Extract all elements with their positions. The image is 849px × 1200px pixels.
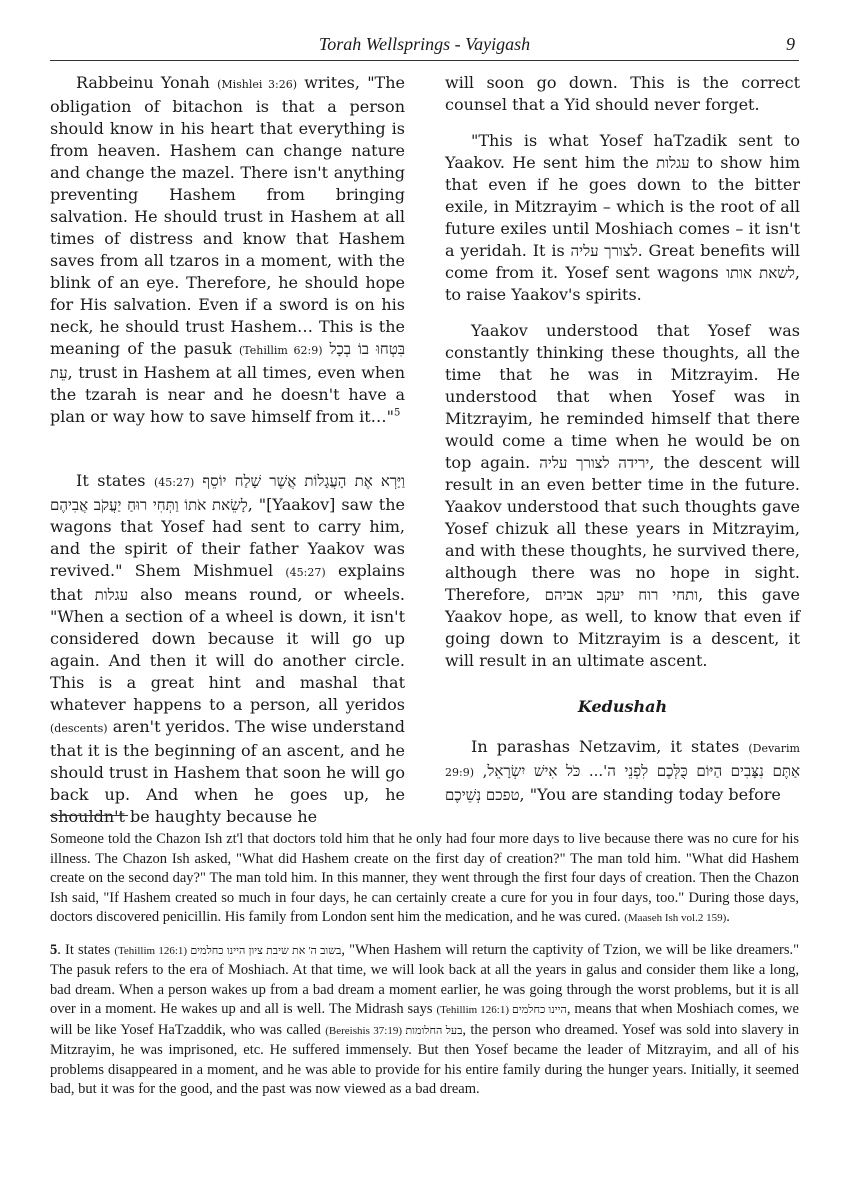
source-citation: (Mishlei 3:26) [217,78,298,91]
hebrew-text: וַיַּרְא אֶת הָעֲגָלוֹת אֲשֶׁר שָׁלַח יוֹסֵף לָשֵׂאת אֹתוֹ וַתְּחִי רוּחַ יַעֲקֹב אֲבִיהֶם [50,472,405,514]
source-citation: (Bereishis 37:19) [325,1024,403,1037]
right-column [445,72,800,806]
paragraph: Rabbeinu Yonah (Mishlei 3:26) writes, "The obligation of bitachon is that a person should know in his heart that everything is from heaven. Hashem can change nature and change the mazel. There isn't anything preventing Hashem from bringing salvation. He should trust in Hashem at all times of distress and know that Hashem saves from all tzaros in a moment, with the blink of an eye. Therefore, he should hope for His salvation. Even if a sword is on his neck, he should trust Hashem… This is the meaning of the pasuk (Tehillim 62:9) בִּטְחוּ בוֹ בְכָל עֵת, trust in Hashem at all times, even when the tzarah is near and he doesn't have a plan or way how to save himself from it…"$^5$ [50,73,405,426]
hebrew-text: עגלות [94,586,129,604]
hebrew-text: לשאת אותו [726,264,795,282]
page-number: 9 [786,34,795,54]
footnote: Someone told the Chazon Ish zt'l that doctors told him that he only had four more days to live because there was no cure for his illness. The Chazon Ish asked, "What did Hashem create on the first day of creation?" The man told him. "What did Hashem create on the second day?" The man told him. In this manner, they went through the first four days of creation. Then the Chazon Ish said, "If Hashem created so much in four days, he can certainly create a cure for you in four days, too." During those days, doctors discovered penicillin. His family from London sent him the medication, and he was cured. (Maaseh Ish vol.2 159). [50,831,799,925]
hebrew-text: ותחי רוח יעקב אביהם [544,586,699,604]
footnotes [50,830,799,1100]
source-citation: (45:27) [153,476,195,489]
paragraph: will soon go down. This is the correct counsel that a Yid should never forget. [445,73,800,114]
paragraph: "This is what Yosef haTzadik sent to Yaakov. He sent him the עגלות to show him that even if he goes down to the bitter exile, in Mitzrayim – which is the root of all future exiles until Moshiach comes – it isn't a yeridah. It is לצורך עליה. Great benefits will come from it. Yosef sent wagons לשאת אותו, to raise Yaakov's spirits. [445,131,801,304]
hebrew-text: בשוב ה' את שיבת ציון היינו כחלמים [187,944,342,957]
hebrew-text: היינו כחלמים [508,1004,567,1016]
footnote-divider [50,815,128,816]
paragraph: In parashas Netzavim, it states (Devarim 29:9) אַתֶּם נִצָּבִים הַיּוֹם כֻּלְּכֶם לִפְנֵי ה'... כֹּל אִישׁ יִשְׂרָאֵל, טפכם נְשֵׁיכֶם, "You are standing today before [445,737,800,804]
source-citation: (Tehillim 126:1) [436,1004,509,1016]
source-citation: (Maaseh Ish vol.2 159) [624,912,727,924]
source-citation: (Tehillim 126:1) [114,944,188,957]
running-title: Torah Wellsprings - Vayigash [318,34,531,54]
source-citation: (45:27) [285,566,326,579]
hebrew-text: ירידה לצורך עליה [539,454,650,472]
hebrew-text: עגלות [656,154,690,172]
hebrew-text: בעל החלומות [402,1024,463,1037]
paragraph: Yaakov understood that Yosef was constantly thinking these thoughts, all the time that he was in Mitzrayim. He understood that when Yosef was in Mitzrayim, he reminded himself that there would come a time when he would be on top again. ירידה לצורך עליה, the descent will result in an even better time in the future. Yaakov understood that such thoughts gave Yosef chizuk all these years in Mitzrayim, and with these thoughts, he survived there, although there was no hope in sight. Therefore, ותחי רוח יעקב אביהם, this gave Yaakov hope, as well, to know that even if going down to Mitzrayim is a descent, it will result in an ultimate ascent. [445,321,801,670]
footnote-number: 5 [50,941,58,958]
hebrew-text: אַתֶּם נִצָּבִים הַיּוֹם כֻּלְּכֶם לִפְנֵי ה'... כֹּל אִישׁ יִשְׂרָאֵל, טפכם נְשֵׁיכֶם [445,762,800,804]
source-citation: (Tehillim 62:9) [238,344,323,357]
section-heading: Kedushah [577,697,668,716]
source-citation: (descents) [50,722,108,735]
source-citation: (Devarim 29:9) [445,742,800,779]
hebrew-text: בִּטְחוּ בוֹ בְכָל עֵת [50,340,405,382]
paragraph: It states (45:27) וַיַּרְא אֶת הָעֲגָלוֹת אֲשֶׁר שָׁלַח יוֹסֵף לָשֵׂאת אֹתוֹ וַתְּחִי רוּחַ יַעֲקֹב אֲבִיהֶם, "[Yaakov] saw the wagons that Yosef had sent to carry him, and the spirit of their father Yaakov was revived." Shem Mishmuel (45:27) explains that עגלות also means round, or wheels. "When a section of a wheel is down, it isn't considered down because it will go up again. And then it will do another circle. This is a great hint and mashal that whatever happens to a person, all yeridos (descents) aren't yeridos. The wise understand that it is the beginning of an ascent, and he should trust in Hashem that soon he will go back up. And when he goes up, he shouldn't be haughty because he [50,471,405,826]
left-column [50,72,405,828]
footnote: 5. It states (Tehillim 126:1) בשוב ה' את שיבת ציון היינו כחלמים, "When Hashem will return the captivity of Tzion, we will be like dreamers." The pasuk refers to the era of Moshiach. At that time, we will look back at all the years in galus and consider them like a long, bad dream. When a person wakes up from a bad dream a moment earlier, he was going through the worst problems, but it is all over in a moment. He wakes up and all is well. The Midrash says (Tehillim 126:1) היינו כחלמים, means that when Moshiach comes, we will be like Yosef HaTzaddik, who was called (Bereishis 37:19) בעל החלומות, the person who dreamed. Yosef was sold into slavery in Mitzrayim, he was imprisoned, etc. He suffered immensely. But then Yosef became the leader of Mitzrayim, and all of his problems disappeared in a moment, and he was able to provide for his entire family during the hunger years. Initially, it seemed bad, but it was for the good, and the past was now viewed as a bad dream. [50,941,800,1097]
hebrew-text: לצורך עליה [570,242,638,260]
page-header [50,30,799,61]
footnote-marker: 5 [394,407,401,419]
